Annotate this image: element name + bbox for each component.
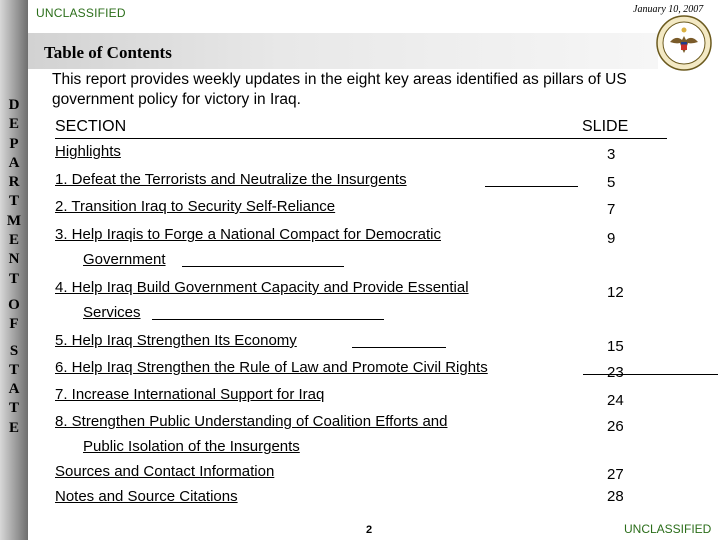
sidebar-letter: P: [9, 135, 19, 152]
sidebar-letter: A: [8, 154, 20, 171]
sidebar-letter: S: [9, 342, 19, 359]
fill-rule: [485, 186, 578, 187]
slide-number: 27: [607, 466, 624, 483]
slide-column-header: SLIDE: [582, 118, 629, 135]
fill-rule: [152, 319, 384, 320]
fill-rule: [182, 266, 344, 267]
top-band: [28, 0, 720, 30]
fill-rule: [352, 347, 446, 348]
sidebar-letter: R: [8, 174, 20, 191]
sidebar-letter: T: [8, 400, 19, 417]
slide-number: 7: [607, 201, 616, 218]
slide-number: 9: [607, 230, 616, 247]
classification-marking-bottom: UNCLASSIFIED: [624, 522, 712, 536]
state-department-seal-icon: [656, 15, 712, 71]
toc-link-defeat-terrorists[interactable]: 1. Defeat the Terrorists and Neutralize the Insurgents: [55, 171, 407, 188]
page-number: 2: [366, 524, 373, 536]
slide-number: 15: [607, 338, 624, 355]
toc-link-national-compact-cont[interactable]: Government: [83, 251, 166, 268]
slide-number: 5: [607, 174, 616, 191]
sidebar-letter: T: [8, 361, 19, 378]
toc-link-public-understanding-cont[interactable]: Public Isolation of the Insurgents: [83, 438, 300, 455]
toc-link-sources[interactable]: Sources and Contact Information: [55, 463, 275, 480]
sidebar-letter: D: [8, 97, 20, 113]
toc-link-notes[interactable]: Notes and Source Citations: [55, 488, 238, 505]
page-title: Table of Contents: [44, 43, 172, 62]
slide-number: 12: [607, 284, 624, 301]
toc-link-security-self-reliance[interactable]: 2. Transition Iraq to Security Self-Reliance: [55, 198, 336, 215]
toc-link-highlights[interactable]: Highlights: [55, 143, 121, 160]
sidebar-letter: A: [8, 381, 20, 398]
toc-link-international-support[interactable]: 7. Increase International Support for Iraq: [55, 386, 325, 403]
toc-link-public-understanding[interactable]: 8. Strengthen Public Understanding of Coalition Efforts and: [55, 413, 448, 430]
sidebar-letter: M: [6, 212, 22, 229]
toc-link-government-capacity-cont[interactable]: Services: [83, 304, 141, 321]
sidebar-letter: E: [8, 419, 19, 436]
slide-number: 26: [607, 418, 624, 435]
slide-number: 23: [607, 364, 624, 381]
fill-rule: [583, 374, 718, 375]
classification-marking-top: UNCLASSIFIED: [36, 6, 126, 20]
toc-link-government-capacity[interactable]: 4. Help Iraq Build Government Capacity and Provide Essential: [55, 279, 469, 296]
sidebar-letter: T: [8, 270, 19, 287]
slide-number: 28: [607, 488, 624, 505]
intro-text: This report provides weekly updates in the eight key areas identified as pillars of US government policy for victory in Iraq.: [52, 71, 627, 108]
sidebar-letter: T: [8, 193, 19, 210]
department-of-state-vertical-text: [0, 96, 28, 438]
toc-link-rule-of-law[interactable]: 6. Help Iraq Strengthen the Rule of Law and Promote Civil Rights: [55, 359, 488, 376]
sidebar-gap: [0, 289, 28, 296]
toc-link-strengthen-economy[interactable]: 5. Help Iraq Strengthen Its Economy: [55, 332, 297, 349]
report-date: January 10, 2007: [633, 4, 704, 15]
slide-number: 24: [607, 392, 624, 409]
header-divider: [55, 138, 667, 139]
sidebar-gap: [0, 335, 28, 342]
sidebar-letter: F: [9, 316, 19, 333]
sidebar-letter: E: [8, 232, 19, 249]
toc-link-national-compact[interactable]: 3. Help Iraqis to Forge a National Compact for Democratic: [55, 226, 441, 243]
slide-number: 3: [607, 146, 616, 163]
sidebar-letter: N: [8, 251, 20, 268]
section-column-header: SECTION: [55, 118, 127, 135]
sidebar-letter: O: [8, 296, 20, 313]
sidebar-letter: E: [8, 116, 19, 133]
